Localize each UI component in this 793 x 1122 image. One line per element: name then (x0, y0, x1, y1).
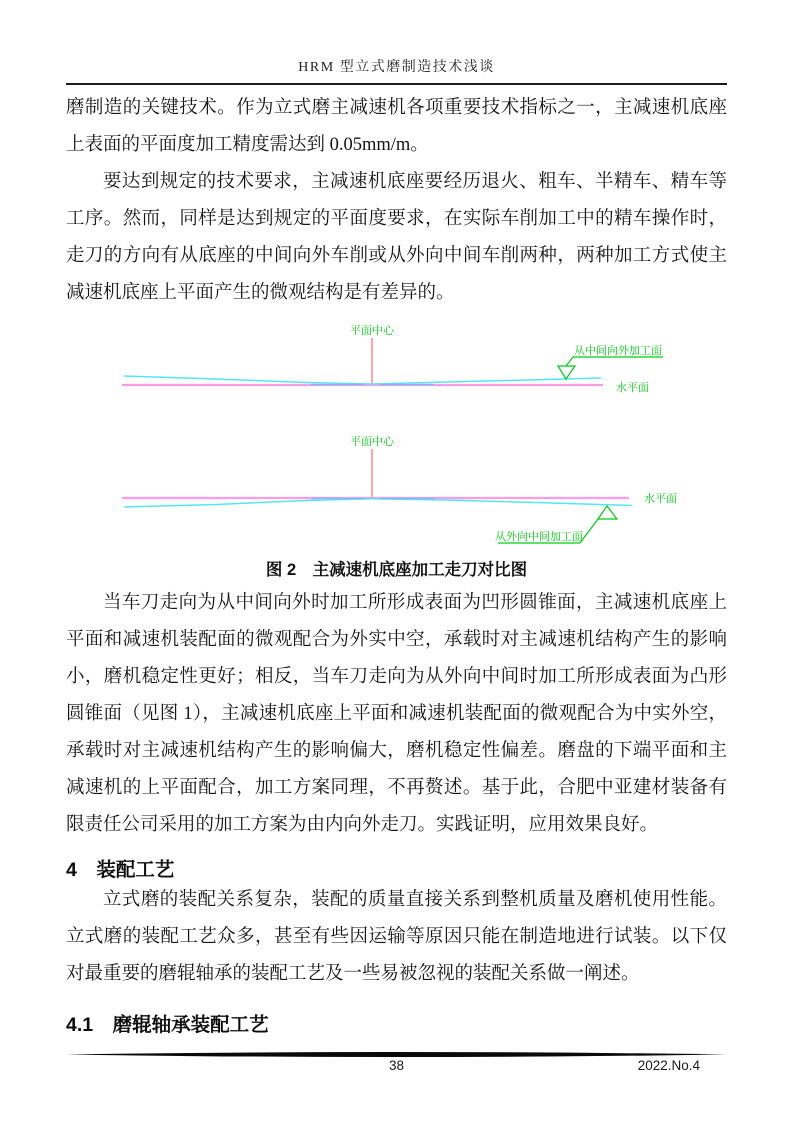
horizontal-plane-label-bottom: 水平面 (644, 493, 677, 505)
running-header-title: HRM 型立式磨制造技术浅谈 (298, 60, 495, 75)
page-number: 38 (388, 1058, 405, 1073)
section-heading-4-1: 4.1 磨辊轴承装配工艺 (66, 1014, 269, 1036)
plane-center-label-top: 平面中心 (350, 325, 394, 337)
figure-2 (66, 314, 727, 550)
header-rule (66, 83, 727, 85)
diagram-center-outward (122, 323, 663, 394)
paragraph-4: 立式磨的装配关系复杂，装配的质量直接关系到整机质量及磨机使用性能。立式磨的装配工艺众多，甚至有些因运输等原因只能在制造地进行试装。以下仅对最重要的磨辊轴承的装配工艺及一些易被忽视的装配关系做一阐述。 (66, 890, 727, 984)
surface-finish-triangle-icon (558, 366, 575, 379)
issue-label: 2022.No.4 (637, 1058, 700, 1073)
diagram-outward-center (122, 434, 677, 543)
surface-finish-triangle-icon (598, 506, 617, 519)
figure-caption: 图 2 主减速机底座加工走刀对比图 (265, 561, 528, 579)
section-heading-4: 4 装配工艺 (66, 859, 175, 881)
machined-surface-right-bottom (372, 499, 632, 506)
paragraph-3: 当车刀走向为从中间向外时加工所形成表面为凹形圆锥面，主减速机底座上平面和减速机装配面的微观配合为外实中空，承载时对主减速机结构产生的影响小，磨机稳定性更好；相反，当车刀走向为从外向中间时加工所形成表面为凸形圆锥面（见图 1），主减速机底座上平面和减速机装配面的微观配合为中实外空，承载时对主减速机结构产生的影响偏大，磨机稳定性偏差。磨盘的下端平面和主减速机的上平面配合，加工方案同理，不再赘述。基于此，合肥中亚建材装备有限责任公司采用的加工方案为由内向外走刀。实践证明，应用效果良好。 (66, 593, 727, 835)
paragraph-1: 磨制造的关键技术。作为立式磨主减速机各项重要技术指标之一，主减速机底座上表面的平面度加工精度需达到 0.05mm/m。 (66, 98, 727, 155)
machined-from-center-out-label: 从中间向外加工面 (574, 345, 662, 357)
machined-surface-left-top (124, 376, 372, 384)
machined-surface-left-bottom (124, 499, 372, 507)
machined-from-out-to-center-label: 从外向中间加工面 (495, 531, 583, 543)
page-content (66, 0, 727, 1037)
leader-diagonal-top (566, 357, 573, 366)
machining-comparison-diagram (66, 314, 727, 550)
paragraph-2: 要达到规定的技术要求，主减速机底座要经历退火、粗车、半精车、精车等工序。然而，同样是达到规定的平面度要求，在实际车削加工中的精车操作时，走刀的方向有从底座的中间向外车削或从外向中间车削两种，两种加工方式使主减速机底座上平面产生的微观结构是有差异的。 (66, 172, 727, 303)
page-footer (66, 1058, 727, 1078)
horizontal-plane-label-top: 水平面 (616, 382, 649, 394)
plane-center-label-bottom: 平面中心 (350, 436, 394, 448)
